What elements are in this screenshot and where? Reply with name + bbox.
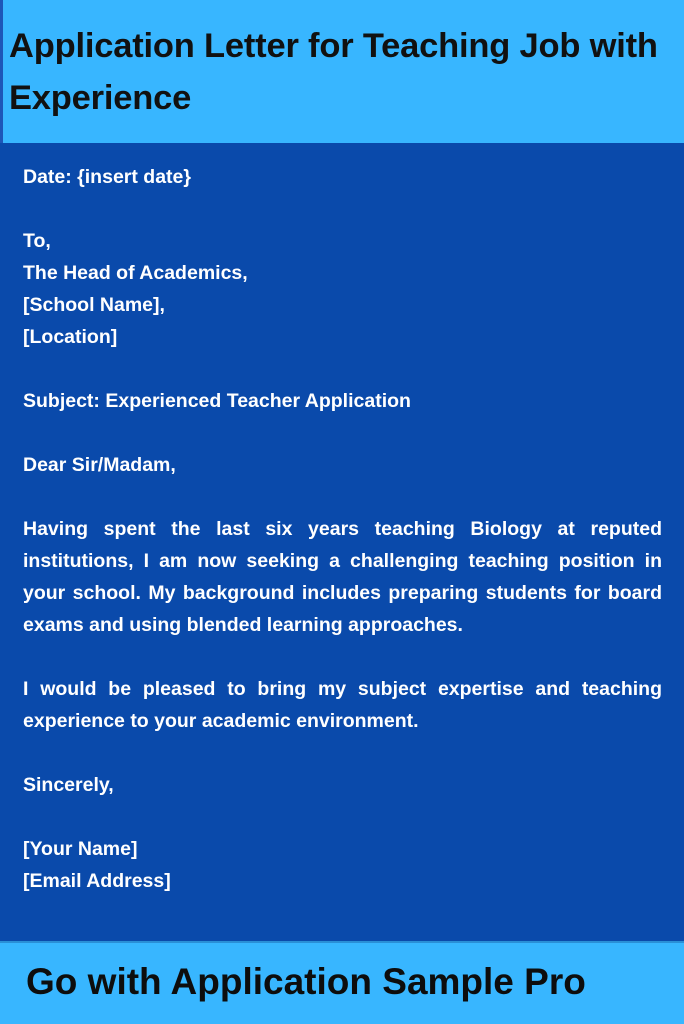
footer-banner — [0, 941, 684, 1024]
spacer — [23, 641, 662, 673]
to-line: To, — [23, 230, 51, 252]
body-paragraph-1: Having spent the last six years teaching Biology at reputed institutions, I am now seeking a challenging teaching position in your school. My background includes preparing students for board exams and using blended learning approaches. — [23, 518, 662, 636]
spacer — [23, 801, 662, 833]
salutation: Dear Sir/Madam, — [23, 454, 176, 476]
letter-body — [0, 143, 684, 941]
school-name: [School Name], — [23, 294, 165, 316]
spacer — [23, 737, 662, 769]
subject-line: Subject: Experienced Teacher Application — [23, 390, 411, 412]
page-title: Application Letter for Teaching Job with Experience — [9, 27, 658, 117]
header-banner — [0, 0, 684, 143]
spacer — [23, 193, 662, 225]
footer-brand-text: Go with Application Sample Pro — [26, 961, 586, 1002]
spacer — [23, 417, 662, 449]
letter-content — [23, 161, 662, 897]
body-paragraph-2: I would be pleased to bring my subject expertise and teaching experience to your academic environment. — [23, 678, 662, 732]
recipient-title: The Head of Academics, — [23, 262, 248, 284]
date-line: Date: {insert date} — [23, 166, 191, 188]
closing: Sincerely, — [23, 774, 114, 796]
location: [Location] — [23, 326, 118, 348]
spacer — [23, 353, 662, 385]
signature-name: [Your Name] — [23, 838, 138, 860]
signature-email: [Email Address] — [23, 870, 171, 892]
spacer — [23, 481, 662, 513]
